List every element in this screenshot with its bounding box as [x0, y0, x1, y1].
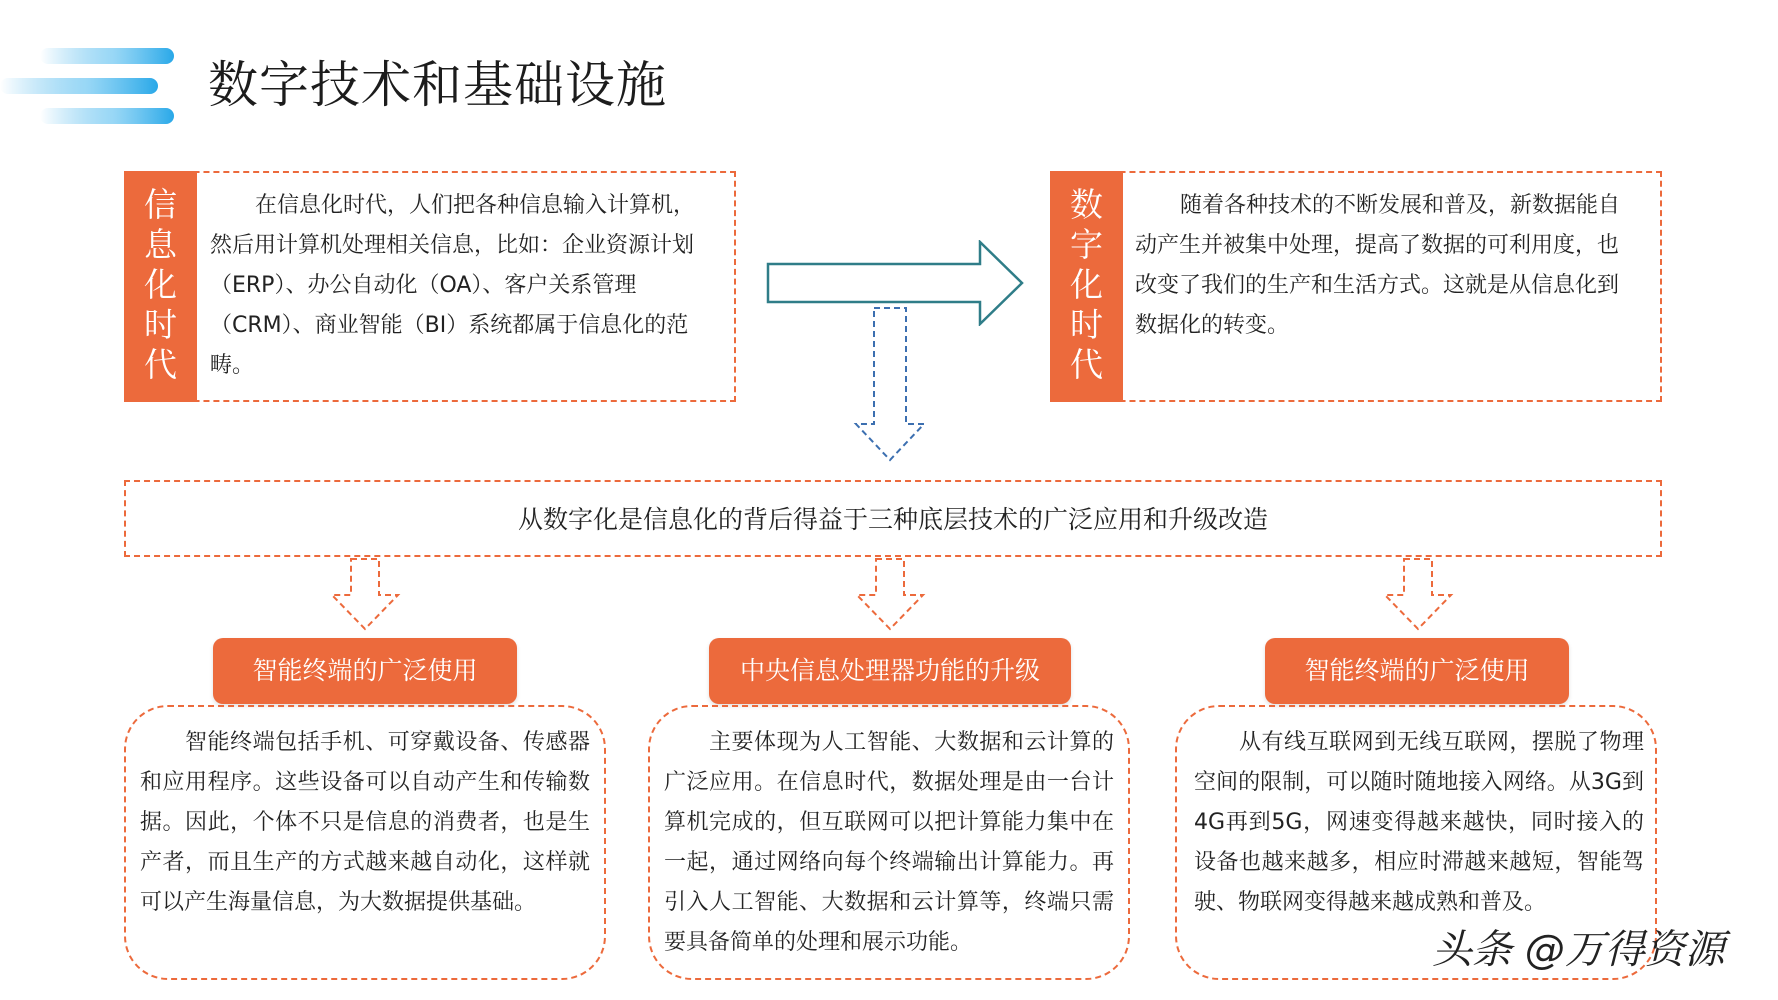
tag-char: 化 [144, 265, 177, 304]
down-arrow-icon [853, 557, 927, 633]
column-heading: 智能终端的广泛使用 [213, 638, 517, 704]
info-era-text: 在信息化时代，人们把各种信息输入计算机，然后用计算机处理相关信息，比如：企业资源计划（ERP）、办公自动化（OA）、客户关系管理（CRM）、商业智能（BI）系统都属于信息化的范畴。 [210, 193, 696, 378]
column-heading: 智能终端的广泛使用 [1265, 638, 1569, 704]
tag-char: 代 [144, 345, 177, 384]
digital-era-text: 随着各种技术的不断发展和普及，新数据能自动产生并被集中处理，提高了数据的可利用度，也改变了我们的生产和生活方式。这就是从信息化到数据化的转变。 [1135, 193, 1621, 338]
summary-text: 从数字化是信息化的背后得益于三种底层技术的广泛应用和升级改造 [517, 505, 1268, 534]
tag-char: 代 [1070, 345, 1103, 384]
watermark: 头条 @万得资源 [1432, 927, 1725, 973]
info-era-tag [124, 171, 197, 402]
tag-char: 息 [144, 225, 177, 264]
tag-char: 数 [1070, 185, 1103, 224]
page-title: 数字技术和基础设施 [208, 56, 667, 114]
down-arrow-icon [328, 557, 402, 633]
tag-char: 信 [144, 185, 177, 224]
digital-era-tag [1050, 171, 1123, 402]
column-text: 智能终端包括手机、可穿戴设备、传感器和应用程序。这些设备可以自动产生和传输数据。因此，个体不只是信息的消费者，也是生产者，而且生产的方式越来越自动化，这样就可以产生海量信息，为大数据提供基础。 [140, 730, 590, 915]
tag-char: 时 [1070, 305, 1103, 344]
down-arrow-icon [1381, 557, 1455, 633]
column-text: 从有线互联网到无线互联网，摆脱了物理空间的限制，可以随时随地接入网络。从3G到4G再到5G，网速变得越来越快，同时接入的设备也越来越多，相应时滞越来越短，智能驾驶、物联网变得越来越成熟和普及。 [1194, 730, 1644, 915]
column-heading: 中央信息处理器功能的升级 [709, 638, 1071, 704]
tag-char: 时 [144, 305, 177, 344]
down-arrow-icon [852, 306, 928, 464]
title-stripes-decoration [0, 46, 180, 126]
tag-char: 字 [1070, 225, 1103, 264]
tag-char: 化 [1070, 265, 1103, 304]
column-text: 主要体现为人工智能、大数据和云计算的广泛应用。在信息时代，数据处理是由一台计算机完成的，但互联网可以把计算能力集中在一起，通过网络向每个终端输出计算能力。再引入人工智能、大数据和云计算等，终端只需要具备简单的处理和展示功能。 [664, 730, 1114, 955]
